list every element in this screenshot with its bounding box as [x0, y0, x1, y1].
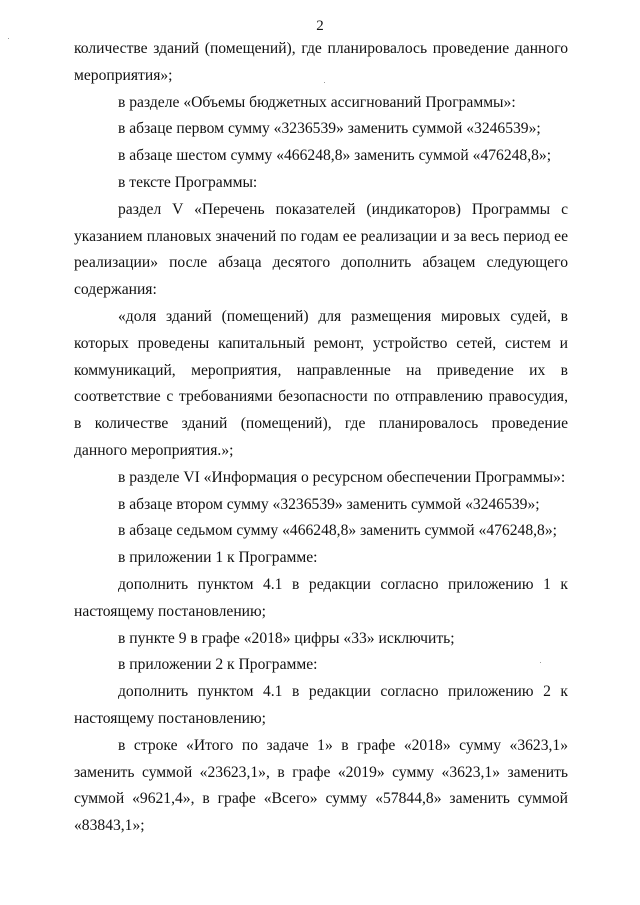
paragraph-point-9: в пункте 9 в графе «2018» цифры «33» исключить; [118, 629, 455, 647]
document-body [74, 36, 568, 840]
scan-speck [324, 82, 325, 83]
page-number: 2 [316, 18, 324, 34]
paragraph-sixth-abzac: в абзаце шестом сумму «466248,8» заменить суммой «476248,8»; [118, 147, 552, 165]
paragraph-section-vi: в разделе VI «Информация о ресурсном обеспечении Программы»: [118, 468, 566, 486]
paragraph-continuation: количестве зданий (помещений), где планировалось проведение данного мероприятия»; [74, 40, 568, 84]
scan-speck [540, 662, 541, 663]
scan-speck [8, 38, 9, 39]
paragraph-appendix-2: в приложении 2 к Программе: [118, 656, 318, 674]
paragraph-budget-section: в разделе «Объемы бюджетных ассигнований Программы»: [118, 93, 516, 111]
paragraph-first-abzac: в абзаце первом сумму «3236539» заменить суммой «3246539»; [118, 120, 541, 138]
paragraph-total-row: в строке «Итого по задаче 1» в графе «2018» сумму «3623,1» заменить суммой «23623,1», в графе «2019» сумму «3623,1» заменить суммой «9621,4», в графе «Всего» сумму «57844,8» заменить суммой «83843,1»; [74, 736, 568, 835]
paragraph-seventh-abzac: в абзаце седьмом сумму «466248,8» заменить суммой «476248,8»; [118, 522, 557, 540]
paragraph-quoted-indicator: «доля зданий (помещений) для размещения мировых судей, в которых проведены капитальный ремонт, устройство сетей, систем и коммуникаций, мероприятия, направленные на приведение их в соответствие с требованиями безопасности по отправлению правосудия, в количестве зданий (помещений), где планировалось проведение данного мероприятия.»; [74, 307, 568, 459]
paragraph-add-point-appendix-2: дополнить пунктом 4.1 в редакции согласно приложению 2 к настоящему постановлению; [74, 683, 568, 727]
paragraph-second-abzac: в абзаце втором сумму «3236539» заменить суммой «3246539»; [118, 495, 540, 513]
paragraph-add-point-appendix-1: дополнить пунктом 4.1 в редакции согласно приложению 1 к настоящему постановлению; [74, 575, 568, 620]
paragraph-appendix-1: в приложении 1 к Программе: [118, 549, 318, 567]
paragraph-program-text: в тексте Программы: [118, 173, 258, 191]
paragraph-section-v: раздел V «Перечень показателей (индикаторов) Программы с указанием плановых значений по годам ее реализации и за весь период ее реализации» после абзаца десятого дополнить абзацем следующего содержания: [74, 200, 568, 299]
